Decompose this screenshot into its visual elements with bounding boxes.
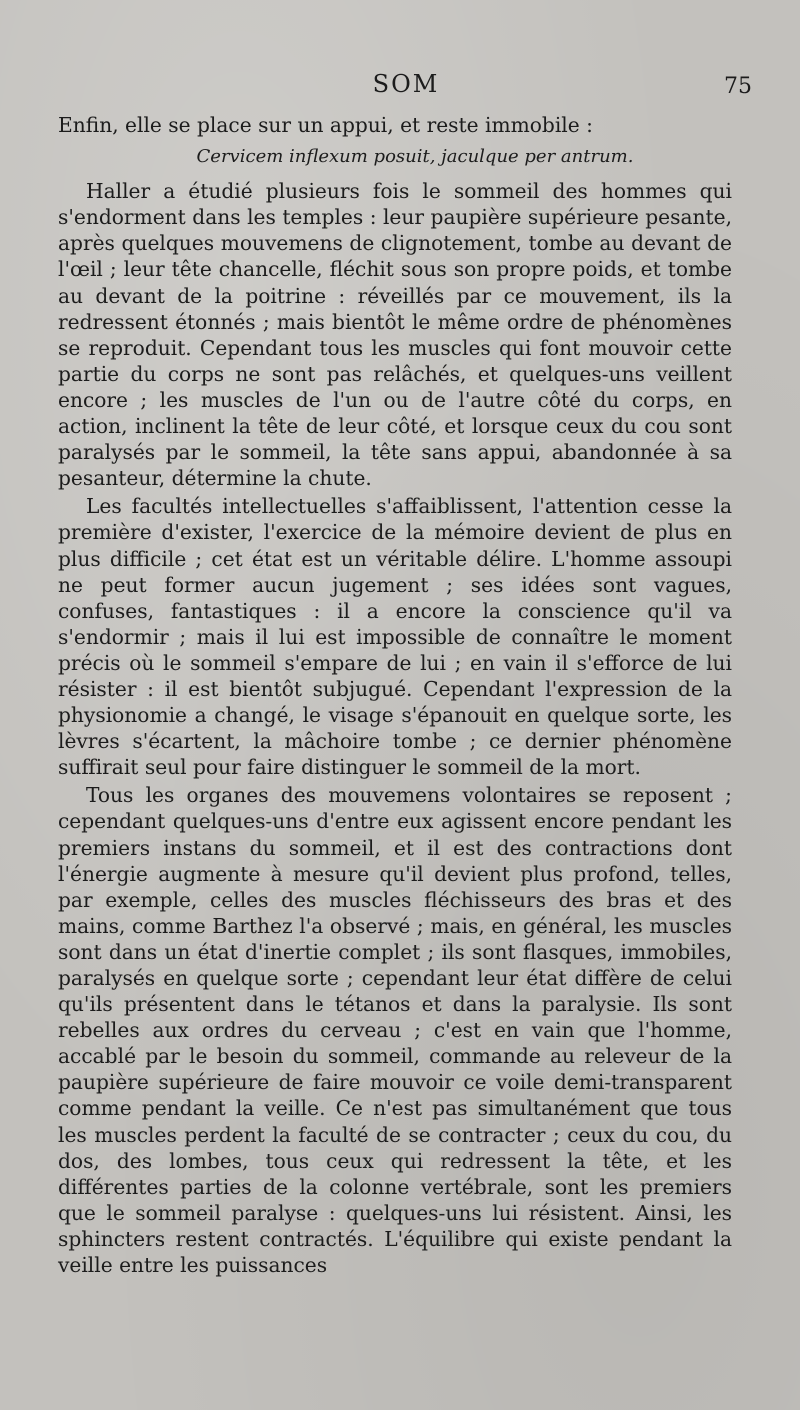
latin-quote: Cervicem inflexum posuit, jaculque per antrum. — [196, 146, 634, 168]
opening-line: Enfin, elle se place sur un appui, et reste immobile : — [58, 113, 593, 137]
paragraph-intellectual-faculties: Les facultés intellectuelles s'affaiblissent, l'attention cesse la première d'exister, l'exercice de la mémoire devient de plus en plus difficile ; cet état est un véritable délire. L'homme assoupi ne peut former aucun jugement ; ses idées sont vagues, confuses, fantastiques : il a encore la conscience qu'il va s'endormir ; mais il lui est impossible de connaître le moment précis où le sommeil s'empare de lui ; en vain il s'efforce de lui résister : il est bientôt subjugué. Cependant l'expression de la physionomie a changé, le visage s'épanouit en quelque sorte, les lèvres s'écartent, la mâchoire tombe ; ce dernier phénomène suffirait seul pour faire distinguer le sommeil de la mort. — [58, 494, 732, 780]
running-head — [60, 70, 752, 106]
paragraph-haller: Haller a étudié plusieurs fois le sommeil des hommes qui s'endorment dans les temples : leur paupière supérieure pesante, après quelques mouvemens de clignotement, tombe au devant de l'œil ; leur tête chancelle, fléchit sous son propre poids, et tombe au devant de la poitrine : réveillés par ce mouvement, ils la redressent étonnés ; mais bientôt le même ordre de phénomènes se reproduit. Cependant tous les muscles qui font mouvoir cette partie du corps ne sont pas relâchés, et quelques-uns veillent encore ; les muscles de l'un ou de l'autre côté du corps, en action, inclinent la tête de leur côté, et lorsque ceux du cou sont paralysés par le sommeil, la tête sans appui, abandonnée à sa pesanteur, détermine la chute. — [58, 179, 732, 491]
paragraph-voluntary-muscles: Tous les organes des mouvemens volontaires se reposent ; cependant quelques-uns d'entre eux agissent encore pendant les premiers instans du sommeil, et il est des contractions dont l'énergie augmente à mesure qu'il devient plus profond, telles, par exemple, celles des muscles fléchisseurs des bras et des mains, comme Barthez l'a observé ; mais, en général, les muscles sont dans un état d'inertie complet ; ils sont flasques, immobiles, paralysés en quelque sorte ; cependant leur état diffère de celui qu'ils présentent dans le tétanos et dans la paralysie. Ils sont rebelles aux ordres du cerveau ; c'est en vain que l'homme, accablé par le besoin du sommeil, commande au releveur de la paupière supérieure de faire mouvoir ce voile demi-transparent comme pendant la veille. Ce n'est pas simultanément que tous les muscles perdent la faculté de se contracter ; ceux du cou, du dos, des lombes, tous ceux qui redressent la tête, et les différentes parties de la colonne vertébrale, sont les premiers que le sommeil paralyse : quelques-uns lui résistent. Ainsi, les sphincters restent contractés. L'équilibre qui existe pendant la veille entre les puissances — [58, 783, 732, 1278]
running-title: SOM — [372, 70, 440, 98]
page-number: 75 — [724, 74, 752, 99]
text-block — [58, 112, 732, 1278]
